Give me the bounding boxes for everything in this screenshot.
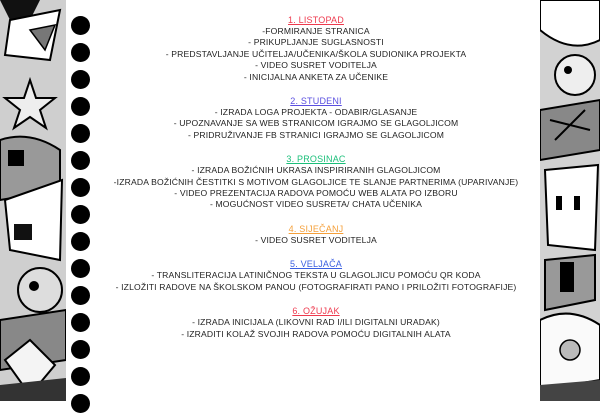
binder-hole (71, 178, 90, 197)
binder-hole (71, 313, 90, 332)
section-title: 3. PROSINAC (286, 154, 346, 165)
doodle-illustration-left (0, 0, 66, 401)
section-item: - VIDEO PREZENTACIJA RADOVA POMOĆU WEB ALATA PO IZBORU (174, 188, 458, 199)
section-title: 4. SIJEČANJ (288, 223, 344, 234)
section-item: - PRIKUPLJANJE SUGLASNOSTI (248, 37, 384, 48)
section-title: 1. LISTOPAD (288, 15, 344, 25)
section-item: - IZRADA LOGA PROJEKTA - ODABIR/GLASANJE (214, 107, 418, 118)
binder-hole (71, 286, 90, 305)
binder-hole (71, 43, 90, 62)
binder-hole (71, 340, 90, 359)
binder-hole (71, 394, 90, 413)
section-veljaca (96, 258, 536, 293)
section-item: - UPOZNAVANJE SA WEB STRANICOM IGRAJMO SE GLAGOLJICOM (173, 118, 459, 129)
section-item: - IZRADA BOŽIĆNIH UKRASA INSPIRIRANIH GLAGOLJICOM (191, 165, 441, 176)
section-item: - VIDEO SUSRET VODITELJA (255, 60, 377, 71)
section-sijecanj (96, 223, 536, 246)
binder-hole (71, 367, 90, 386)
section-item: -FORMIRANJE STRANICA (262, 26, 370, 36)
section-listopad (96, 14, 536, 83)
section-title: 5. VELJAČA (289, 259, 343, 270)
section-studeni (96, 95, 536, 141)
section-item: - PRIDRUŽIVANJE FB STRANICI IGRAJMO SE GLAGOLJICOM (187, 129, 445, 140)
section-prosinac (96, 153, 536, 211)
section-item: - PREDSTAVLJANJE UČITELJA/UČENIKA/ŠKOLA SUDIONIKA PROJEKTA (165, 48, 467, 59)
section-item: -IZRADA BOŽIĆNIH ČESTITKI S MOTIVOM GLAGOLJICE TE SLANJE PARTNERIMA (UPARIVANJE) (113, 176, 519, 187)
binder-hole (71, 97, 90, 116)
binder-hole (71, 70, 90, 89)
schedule-sheet (96, 0, 536, 401)
binder-hole (71, 232, 90, 251)
section-ozujak (96, 305, 536, 340)
binder-holes (68, 0, 94, 401)
binder-hole (71, 151, 90, 170)
section-item: - IZRADITI KOLAŽ SVOJIH RADOVA POMOĆU DIGITALNIH ALATA (181, 328, 451, 339)
section-item: - IZLOŽITI RADOVE NA ŠKOLSKOM PANOU (FOTOGRAFIRATI PANO I PRILOŽITI FOTOGRAFIJE) (115, 281, 517, 292)
section-item: - MOGUĆNOST VIDEO SUSRETA/ CHATA UČENIKA (209, 199, 423, 210)
binder-hole (71, 16, 90, 35)
binder-hole (71, 259, 90, 278)
doodle-illustration-right (540, 0, 600, 401)
binder-hole (71, 205, 90, 224)
section-item: - INICIJALNA ANKETA ZA UČENIKE (243, 71, 389, 82)
binder-hole (71, 124, 90, 143)
section-item: - IZRADA INICIJALA (LIKOVNI RAD I/ILI DIGITALNI URADAK) (192, 317, 440, 328)
section-item: - VIDEO SUSRET VODITELJA (255, 234, 377, 245)
section-title: 2. STUDENI (290, 96, 342, 107)
section-item: - TRANSLITERACIJA LATINIČNOG TEKSTA U GLAGOLJICU POMOĆU QR KODA (151, 270, 481, 281)
section-title: 6. OŽUJAK (292, 306, 340, 317)
